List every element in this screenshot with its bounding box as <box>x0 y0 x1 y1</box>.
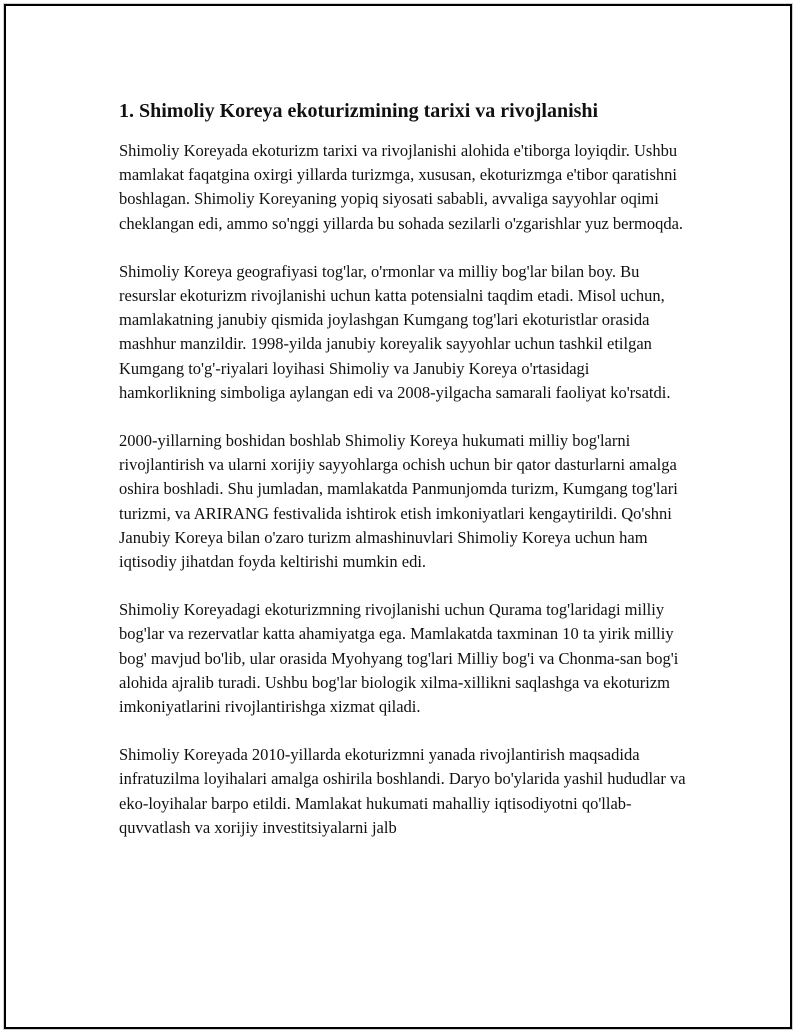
paragraph-5: Shimoliy Koreyada 2010-yillarda ekoturizmni yanada rivojlantirish maqsadida infratuzilma loyihalari amalga oshirila boshlandi. Daryo bo'ylarida yashil hududlar va eko-loyihalar barpo etildi. Mamlakat hukumati mahalliy iqtisodiyotni qo'llab-quvvatlash va xorijiy investitsiyalarni jalb <box>119 745 686 837</box>
section-heading: 1. Shimoliy Koreya ekoturizmining tarixi va rivojlanishi <box>119 100 599 122</box>
paragraph-3: 2000-yillarning boshidan boshlab Shimoliy Koreya hukumati milliy bog'larni rivojlantirish va ularni xorijiy sayyohlarga ochish uchun bir qator dasturlarni amalga oshira boshladi. Shu jumladan, mamlakatda Panmunjomda turizm, Kumgang tog'lari turizmi, va ARIRANG festivalida ishtirok etish imkoniyatlari kengaytirildi. Qo'shni Janubiy Koreya bilan o'zaro turizm almashinuvlari Shimoliy Koreya uchun ham iqtisodiy jihatdan foyda keltirishi mumkin edi. <box>119 431 678 572</box>
paragraph-4: Shimoliy Koreyadagi ekoturizmning rivojlanishi uchun Qurama tog'laridagi milliy bog'lar va rezervatlar katta ahamiyatga ega. Mamlakatda taxminan 10 ta yirik milliy bog' mavjud bo'lib, ular orasida Myohyang tog'lari Milliy bog'i va Chonma-san bog'i alohida ajralib turadi. Ushbu bog'lar biologik xilma-xillikni saqlashga va ekoturizm imkoniyatlarini rivojlantirishga xizmat qiladi. <box>119 600 679 717</box>
document-body <box>119 97 689 864</box>
document-page <box>4 4 792 1029</box>
paragraph-2: Shimoliy Koreya geografiyasi tog'lar, o'rmonlar va milliy bog'lar bilan boy. Bu resurslar ekoturizm rivojlanishi uchun katta potensialni taqdim etadi. Misol uchun, mamlakatning janubiy qismida joylashgan Kumgang tog'lari ekoturistlar orasida mashhur manzildir. 1998-yilda janubiy koreyalik sayyohlar uchun tashkil etilgan Kumgang to'g'-riyalari loyihasi Shimoliy va Janubiy Koreya o'rtasidagi hamkorlikning simboliga aylangan edi va 2008-yilgacha samarali faoliyat ko'rsatdi. <box>119 261 671 402</box>
paragraph-1: Shimoliy Koreyada ekoturizm tarixi va rivojlanishi alohida e'tiborga loyiqdir. Ushbu mamlakat faqatgina oxirgi yillarda turizmga, xususan, ekoturizmga e'tibor qaratishni boshlagan. Shimoliy Koreyaning yopiq siyosati sababli, avvaliga sayyohlar oqimi cheklangan edi, ammo so'nggi yillarda bu sohada sezilarli o'zgarishlar yuz bermoqda. <box>119 141 684 233</box>
